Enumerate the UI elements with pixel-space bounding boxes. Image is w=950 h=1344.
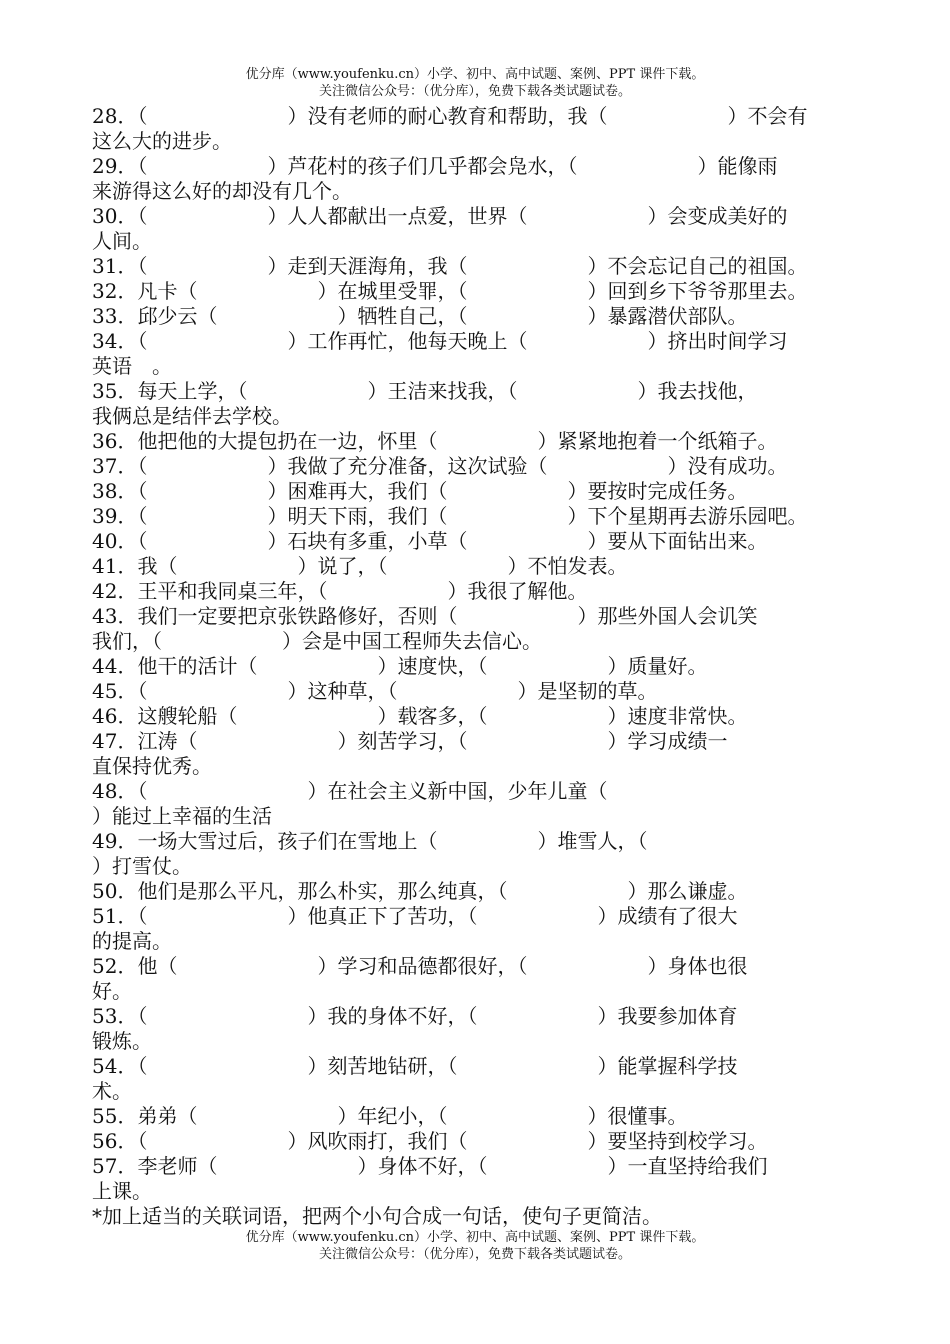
exercise-line: 51．（ ）他真正下了苦功，（ ）成绩有了很大 (92, 904, 738, 928)
exercise-line: 31．（ ）走到天涯海角，我（ ）不会忘记自己的祖国。 (92, 254, 808, 278)
exercise-body (92, 104, 882, 1229)
exercise-line: 这么大的进步。 (92, 129, 232, 153)
exercise-line: 39．（ ）明天下雨，我们（ ）下个星期再去游乐园吧。 (92, 504, 808, 528)
exercise-line: ）能过上幸福的生活 (92, 804, 272, 828)
exercise-line: 44．他干的活计（ ）速度快，（ ）质量好。 (92, 654, 708, 678)
exercise-line: 来游得这么好的却没有几个。 (92, 179, 352, 203)
exercise-line: 我俩总是结伴去学校。 (92, 404, 292, 428)
exercise-line: 42．王平和我同桌三年，（ ）我很了解他。 (92, 579, 588, 603)
exercise-line: 28．（ ）没有老师的耐心教育和帮助，我（ ）不会有 (92, 104, 808, 128)
exercise-line: 上课。 (92, 1179, 152, 1203)
exercise-line: 30．（ ）人人都献出一点爱，世界（ ）会变成美好的 (92, 204, 788, 228)
exercise-line: 57．李老师（ ）身体不好，（ ）一直坚持给我们 (92, 1154, 768, 1178)
exercise-line: 52．他（ ）学习和品德都很好，（ ）身体也很 (92, 954, 748, 978)
exercise-line: 好。 (92, 979, 132, 1003)
exercise-line: 29．（ ）芦花村的孩子们几乎都会凫水，（ ）能像雨 (92, 154, 778, 178)
exercise-line: 54．（ ）刻苦地钻研，（ ）能掌握科学技 (92, 1054, 738, 1078)
exercise-line: 直保持优秀。 (92, 754, 212, 778)
exercise-line: 46．这艘轮船（ ）载客多，（ ）速度非常快。 (92, 704, 748, 728)
header-wechat-line: 关注微信公众号：（优分库），免费下载各类试题试卷。 (318, 84, 631, 99)
exercise-line: 35．每天上学，（ ）王洁来找我，（ ）我去找他， (92, 379, 758, 403)
exercise-line: 人间。 (92, 229, 152, 253)
exercise-line: 32．凡卡（ ）在城里受罪，（ ）回到乡下爷爷那里去。 (92, 279, 808, 303)
exercise-line: 41．我（ ）说了，（ ）不怕发表。 (92, 554, 628, 578)
exercise-line: 我们，（ ）会是中国工程师失去信心。 (92, 629, 542, 653)
exercise-line: 43．我们一定要把京张铁路修好，否则（ ）那些外国人会讥笑 (92, 604, 758, 628)
exercise-line: 的提高。 (92, 929, 172, 953)
exercise-line: 40．（ ）石块有多重，小草（ ）要从下面钻出来。 (92, 529, 768, 553)
exercise-line: 48．（ ）在社会主义新中国，少年儿童（ (92, 779, 608, 803)
header-site-line: 优分库（www.youfenku.cn）小学、初中、高中试题、案例、PPT 课件下载。 (245, 67, 705, 82)
exercise-line: 49．一场大雪过后，孩子们在雪地上（ ）堆雪人，（ (92, 829, 648, 853)
exercise-line: 47．江涛（ ）刻苦学习，（ ）学习成绩一 (92, 729, 728, 753)
exercise-line: 锻炼。 (92, 1029, 152, 1053)
exercise-line: 50．他们是那么平凡，那么朴实，那么纯真，（ ）那么谦虚。 (92, 879, 748, 903)
footer-wechat-line: 关注微信公众号：（优分库），免费下载各类试题试卷。 (318, 1247, 631, 1262)
exercise-line: 56．（ ）风吹雨打，我们（ ）要坚持到校学习。 (92, 1129, 768, 1153)
exercise-line: 55．弟弟（ ）年纪小，（ ）很懂事。 (92, 1104, 688, 1128)
exercise-instruction: *加上适当的关联词语，把两个小句合成一句话，使句子更简洁。 (92, 1204, 662, 1228)
exercise-line: 53．（ ）我的身体不好，（ ）我要参加体育 (92, 1004, 738, 1028)
exercise-line: 37．（ ）我做了充分准备，这次试验（ ）没有成功。 (92, 454, 788, 478)
exercise-line: ）打雪仗。 (92, 854, 192, 878)
exercise-line: 45．（ ）这种草，（ ）是坚韧的草。 (92, 679, 658, 703)
exercise-line: 36．他把他的大提包扔在一边，怀里（ ）紧紧地抱着一个纸箱子。 (92, 429, 778, 453)
exercise-line: 34．（ ）工作再忙，他每天晚上（ ）挤出时间学习 (92, 329, 788, 353)
exercise-line: 38．（ ）困难再大，我们（ ）要按时完成任务。 (92, 479, 748, 503)
exercise-line: 33．邱少云（ ）牺牲自己，（ ）暴露潜伏部队。 (92, 304, 748, 328)
exercise-line: 英语 。 (92, 354, 172, 378)
page-header (0, 66, 950, 100)
page-footer (0, 1229, 950, 1263)
exercise-line: 术。 (92, 1079, 132, 1103)
footer-site-line: 优分库（www.youfenku.cn）小学、初中、高中试题、案例、PPT 课件下载。 (245, 1230, 705, 1245)
